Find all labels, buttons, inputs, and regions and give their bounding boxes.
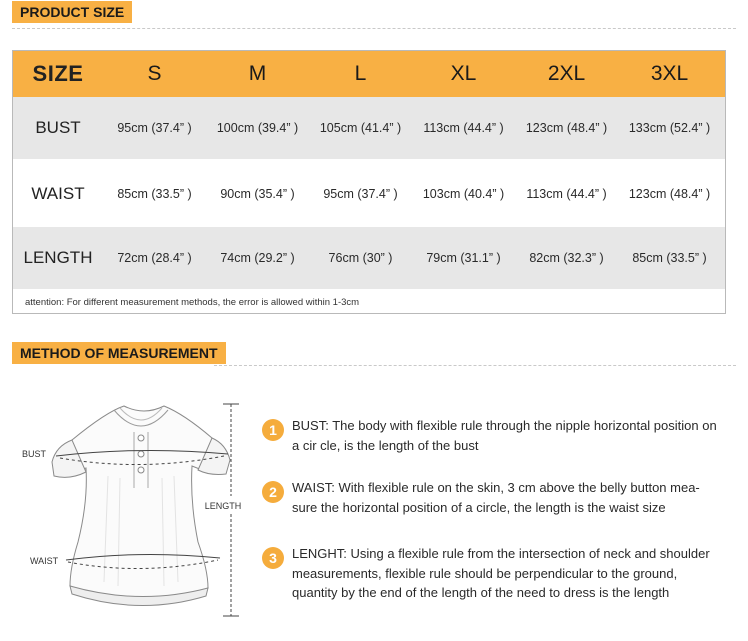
- table-cell: 85cm (33.5” ): [632, 251, 707, 265]
- table-cell: 103cm (40.4” ): [422, 187, 505, 201]
- length-label: LENGTH: [204, 501, 242, 511]
- table-cell: 85cm (33.5” ): [117, 187, 192, 201]
- header-cell: M: [248, 62, 267, 85]
- size-table: [12, 50, 726, 314]
- header-cell: S: [147, 62, 162, 85]
- step-text: BUST: The body with flexible rule through the nipple horizontal position on a cir cle, is the length of the bust: [292, 418, 717, 453]
- table-cell: 76cm (30” ): [328, 251, 393, 265]
- table-cell: 90cm (35.4” ): [220, 187, 295, 201]
- row-label: BUST: [35, 118, 81, 137]
- size-table-header: [13, 51, 725, 97]
- attention-note: attention: For different measurement methods, the error is allowed within 1-3cm: [25, 297, 360, 308]
- step-number-badge: 1: [262, 419, 284, 441]
- table-cell: 113cm (44.4” ): [526, 187, 607, 201]
- table-row-length: [13, 227, 725, 289]
- product-size-heading: [12, 1, 132, 23]
- table-cell: 74cm (29.2” ): [220, 251, 295, 265]
- step-text: LENGHT: Using a flexible rule from the intersection of neck and shoulder measurements, flexible rule should be perpendicular to the ground, quantity by the end of the length of the need to dress is the length: [292, 546, 710, 600]
- table-cell: 100cm (39.4” ): [216, 121, 299, 135]
- section-divider: [214, 365, 736, 366]
- step-text: WAIST: With flexible rule on the skin, 3 cm above the belly button mea-sure the horizontal position of a circle, the length is the waist size: [292, 480, 700, 515]
- table-row-waist: [13, 163, 725, 225]
- button-dot: [138, 451, 144, 457]
- step-length: [262, 544, 724, 603]
- step-waist: [262, 478, 724, 517]
- table-cell: 95cm (37.4” ): [323, 187, 398, 201]
- header-cell: SIZE: [32, 61, 84, 86]
- header-cell: XL: [450, 62, 477, 85]
- garment-diagram: [14, 392, 254, 628]
- section-divider: [12, 28, 736, 29]
- table-cell: 123cm (48.4” ): [628, 187, 711, 201]
- table-cell: 82cm (32.3” ): [529, 251, 604, 265]
- row-label: LENGTH: [23, 248, 93, 267]
- step-number-badge: 3: [262, 547, 284, 569]
- step-number-badge: 2: [262, 481, 284, 503]
- product-size-title: PRODUCT SIZE: [12, 1, 132, 23]
- table-cell: 113cm (44.4” ): [423, 121, 504, 135]
- table-row-bust: [13, 97, 725, 159]
- button-dot: [138, 435, 144, 441]
- row-label: WAIST: [31, 184, 85, 203]
- table-cell: 133cm (52.4” ): [628, 121, 711, 135]
- header-cell: 3XL: [650, 62, 689, 85]
- table-cell: 95cm (37.4” ): [117, 121, 192, 135]
- table-cell: 79cm (31.1” ): [426, 251, 501, 265]
- button-dot: [138, 467, 144, 473]
- header-cell: 2XL: [547, 62, 586, 85]
- step-bust: [262, 416, 724, 455]
- table-cell: 123cm (48.4” ): [525, 121, 608, 135]
- header-cell: L: [354, 62, 367, 85]
- table-cell: 105cm (41.4” ): [319, 121, 402, 135]
- method-heading: [12, 342, 226, 364]
- table-cell: 72cm (28.4” ): [117, 251, 192, 265]
- waist-label: WAIST: [30, 556, 59, 566]
- method-title: METHOD OF MEASUREMENT: [12, 342, 226, 364]
- bust-label: BUST: [22, 449, 47, 459]
